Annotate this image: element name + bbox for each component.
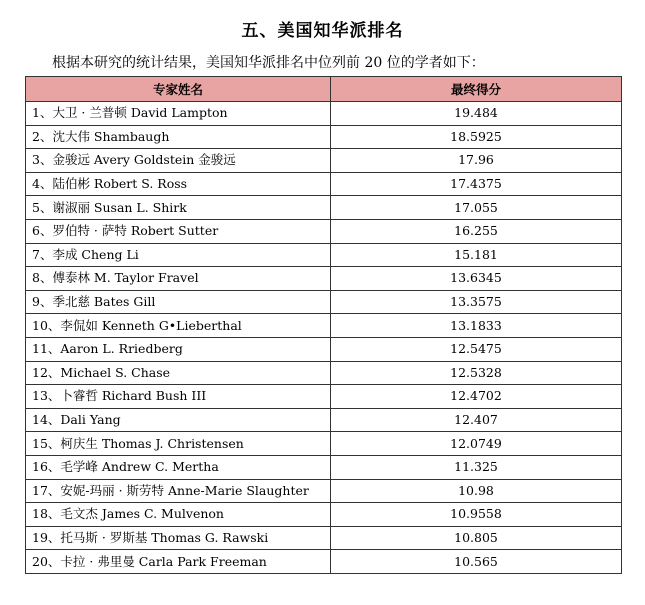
expert-name-cell: 8、傅泰林 M. Taylor Fravel: [26, 267, 331, 291]
expert-name-cell: 12、Michael S. Chase: [26, 361, 331, 385]
column-header-name: 专家姓名: [26, 77, 331, 102]
table-row: [26, 479, 622, 503]
final-score-cell: 13.6345: [331, 267, 622, 291]
final-score-cell: 16.255: [331, 219, 622, 243]
final-score-cell: 10.565: [331, 550, 622, 574]
final-score-cell: 12.4702: [331, 385, 622, 409]
table-row: [26, 503, 622, 527]
expert-name-cell: 11、Aaron L. Rriedberg: [26, 337, 331, 361]
final-score-cell: 10.9558: [331, 503, 622, 527]
table-row: [26, 125, 622, 149]
intro-paragraph: 根据本研究的统计结果，美国知华派排名中位列前 20 位的学者如下：: [52, 55, 485, 71]
final-score-cell: 17.4375: [331, 172, 622, 196]
table-header-row: [26, 77, 622, 102]
final-score-cell: 17.96: [331, 149, 622, 173]
table-row: [26, 314, 622, 338]
expert-name-cell: 10、李侃如 Kenneth G•Lieberthal: [26, 314, 331, 338]
final-score-cell: 15.181: [331, 243, 622, 267]
table-row: [26, 526, 622, 550]
table-row: [26, 455, 622, 479]
table-row: [26, 432, 622, 456]
final-score-cell: 19.484: [331, 102, 622, 126]
expert-name-cell: 7、李成 Cheng Li: [26, 243, 331, 267]
table-row: [26, 267, 622, 291]
table-row: [26, 385, 622, 409]
expert-name-cell: 5、谢淑丽 Susan L. Shirk: [26, 196, 331, 220]
final-score-cell: 10.98: [331, 479, 622, 503]
section-title: 五、美国知华派排名: [241, 21, 404, 41]
table-row: [26, 361, 622, 385]
expert-name-cell: 13、卜睿哲 Richard Bush III: [26, 385, 331, 409]
final-score-cell: 13.3575: [331, 290, 622, 314]
final-score-cell: 12.5475: [331, 337, 622, 361]
expert-name-cell: 19、托马斯 · 罗斯基 Thomas G. Rawski: [26, 526, 331, 550]
expert-name-cell: 3、金骏远 Avery Goldstein 金骏远: [26, 149, 331, 173]
expert-name-cell: 17、安妮-玛丽 · 斯劳特 Anne-Marie Slaughter: [26, 479, 331, 503]
final-score-cell: 12.0749: [331, 432, 622, 456]
expert-name-cell: 20、卡拉 · 弗里曼 Carla Park Freeman: [26, 550, 331, 574]
expert-name-cell: 2、沈大伟 Shambaugh: [26, 125, 331, 149]
table-row: [26, 408, 622, 432]
table-row: [26, 550, 622, 574]
expert-name-cell: 14、Dali Yang: [26, 408, 331, 432]
expert-name-cell: 18、毛文杰 James C. Mulvenon: [26, 503, 331, 527]
ranking-table: [25, 76, 622, 574]
expert-name-cell: 4、陆伯彬 Robert S. Ross: [26, 172, 331, 196]
expert-name-cell: 16、毛学峰 Andrew C. Mertha: [26, 455, 331, 479]
expert-name-cell: 15、柯庆生 Thomas J. Christensen: [26, 432, 331, 456]
final-score-cell: 18.5925: [331, 125, 622, 149]
table-row: [26, 243, 622, 267]
column-header-score: 最终得分: [331, 77, 622, 102]
table-row: [26, 290, 622, 314]
table-row: [26, 102, 622, 126]
ranking-table-body: [26, 102, 622, 574]
table-row: [26, 196, 622, 220]
final-score-cell: 12.5328: [331, 361, 622, 385]
table-row: [26, 337, 622, 361]
final-score-cell: 12.407: [331, 408, 622, 432]
final-score-cell: 13.1833: [331, 314, 622, 338]
expert-name-cell: 9、季北慈 Bates Gill: [26, 290, 331, 314]
final-score-cell: 10.805: [331, 526, 622, 550]
table-row: [26, 219, 622, 243]
table-row: [26, 172, 622, 196]
final-score-cell: 11.325: [331, 455, 622, 479]
table-row: [26, 149, 622, 173]
expert-name-cell: 6、罗伯特 · 萨特 Robert Sutter: [26, 219, 331, 243]
final-score-cell: 17.055: [331, 196, 622, 220]
expert-name-cell: 1、大卫 · 兰普顿 David Lampton: [26, 102, 331, 126]
